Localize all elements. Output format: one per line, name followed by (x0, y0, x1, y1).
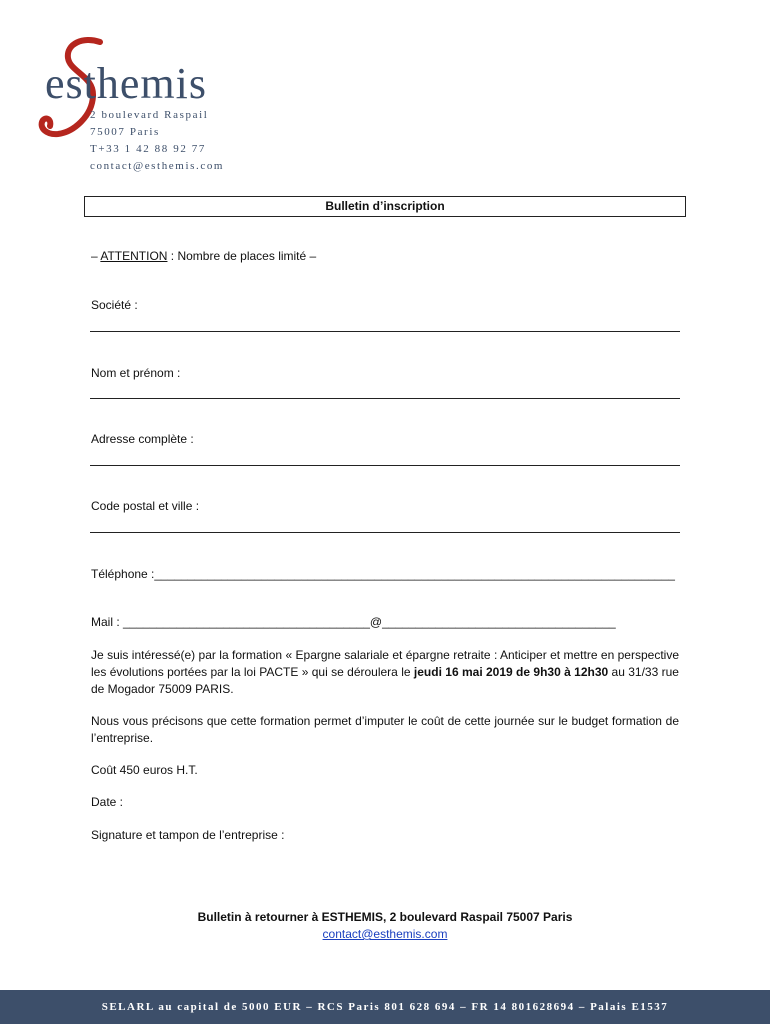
return-email-link[interactable]: contact@esthemis.com (322, 927, 448, 941)
form-title: Bulletin d’inscription (84, 196, 686, 217)
adresse-label: Adresse complète : (91, 432, 194, 446)
cost-text: Coût 450 euros H.T. (91, 763, 198, 777)
attention-notice (91, 249, 316, 263)
telephone-field[interactable]: Téléphone :______________________________________________________________________________ (91, 567, 675, 581)
precision-paragraph: Nous vous précisons que cette formation permet d’imputer le coût de cette journée sur le budget formation de l’entreprise. (91, 714, 679, 745)
logo-wordmark: esthemis (45, 59, 207, 108)
societe-label: Société : (91, 298, 138, 312)
legal-footer: SELARL au capital de 5000 EUR – RCS Paris 801 628 694 – FR 14 801628694 – Palais E1537 (0, 990, 770, 1024)
address-street: 2 boulevard Raspail (90, 109, 209, 121)
address-city: 75007 Paris (90, 126, 160, 138)
attention-word: ATTENTION (100, 249, 168, 263)
nom-label: Nom et prénom : (91, 366, 181, 380)
interest-paragraph (91, 647, 679, 698)
company-address (90, 107, 224, 175)
return-email-row (0, 926, 770, 943)
interest-text-2: au 31/33 rue de Mogador 75009 PARIS. (91, 665, 679, 696)
interest-text-1: Je suis intéressé(e) par la formation « Epargne salariale et épargne retraite : Anticiper et mettre en perspective les évolutions portées par la loi PACTE » qui se déroulera le (91, 648, 679, 679)
attention-rest: : Nombre de places limité – (167, 249, 317, 263)
company-phone: T+33 1 42 88 92 77 (90, 143, 206, 155)
code-postal-field-line[interactable] (90, 532, 680, 533)
interest-date: jeudi 16 mai 2019 de 9h30 à 12h30 (413, 665, 609, 679)
mail-field[interactable]: Mail : _____________________________________@___________________________________ (91, 615, 616, 629)
code-postal-label: Code postal et ville : (91, 499, 200, 513)
company-email: contact@esthemis.com (90, 160, 225, 172)
adresse-field-line[interactable] (90, 465, 680, 466)
date-label: Date : (91, 795, 124, 809)
societe-field-line[interactable] (90, 331, 680, 332)
return-instructions: Bulletin à retourner à ESTHEMIS, 2 boulevard Raspail 75007 Paris (197, 910, 573, 924)
signature-label: Signature et tampon de l’entreprise : (91, 828, 285, 842)
nom-field-line[interactable] (90, 398, 680, 399)
attention-prefix: – (91, 249, 101, 263)
